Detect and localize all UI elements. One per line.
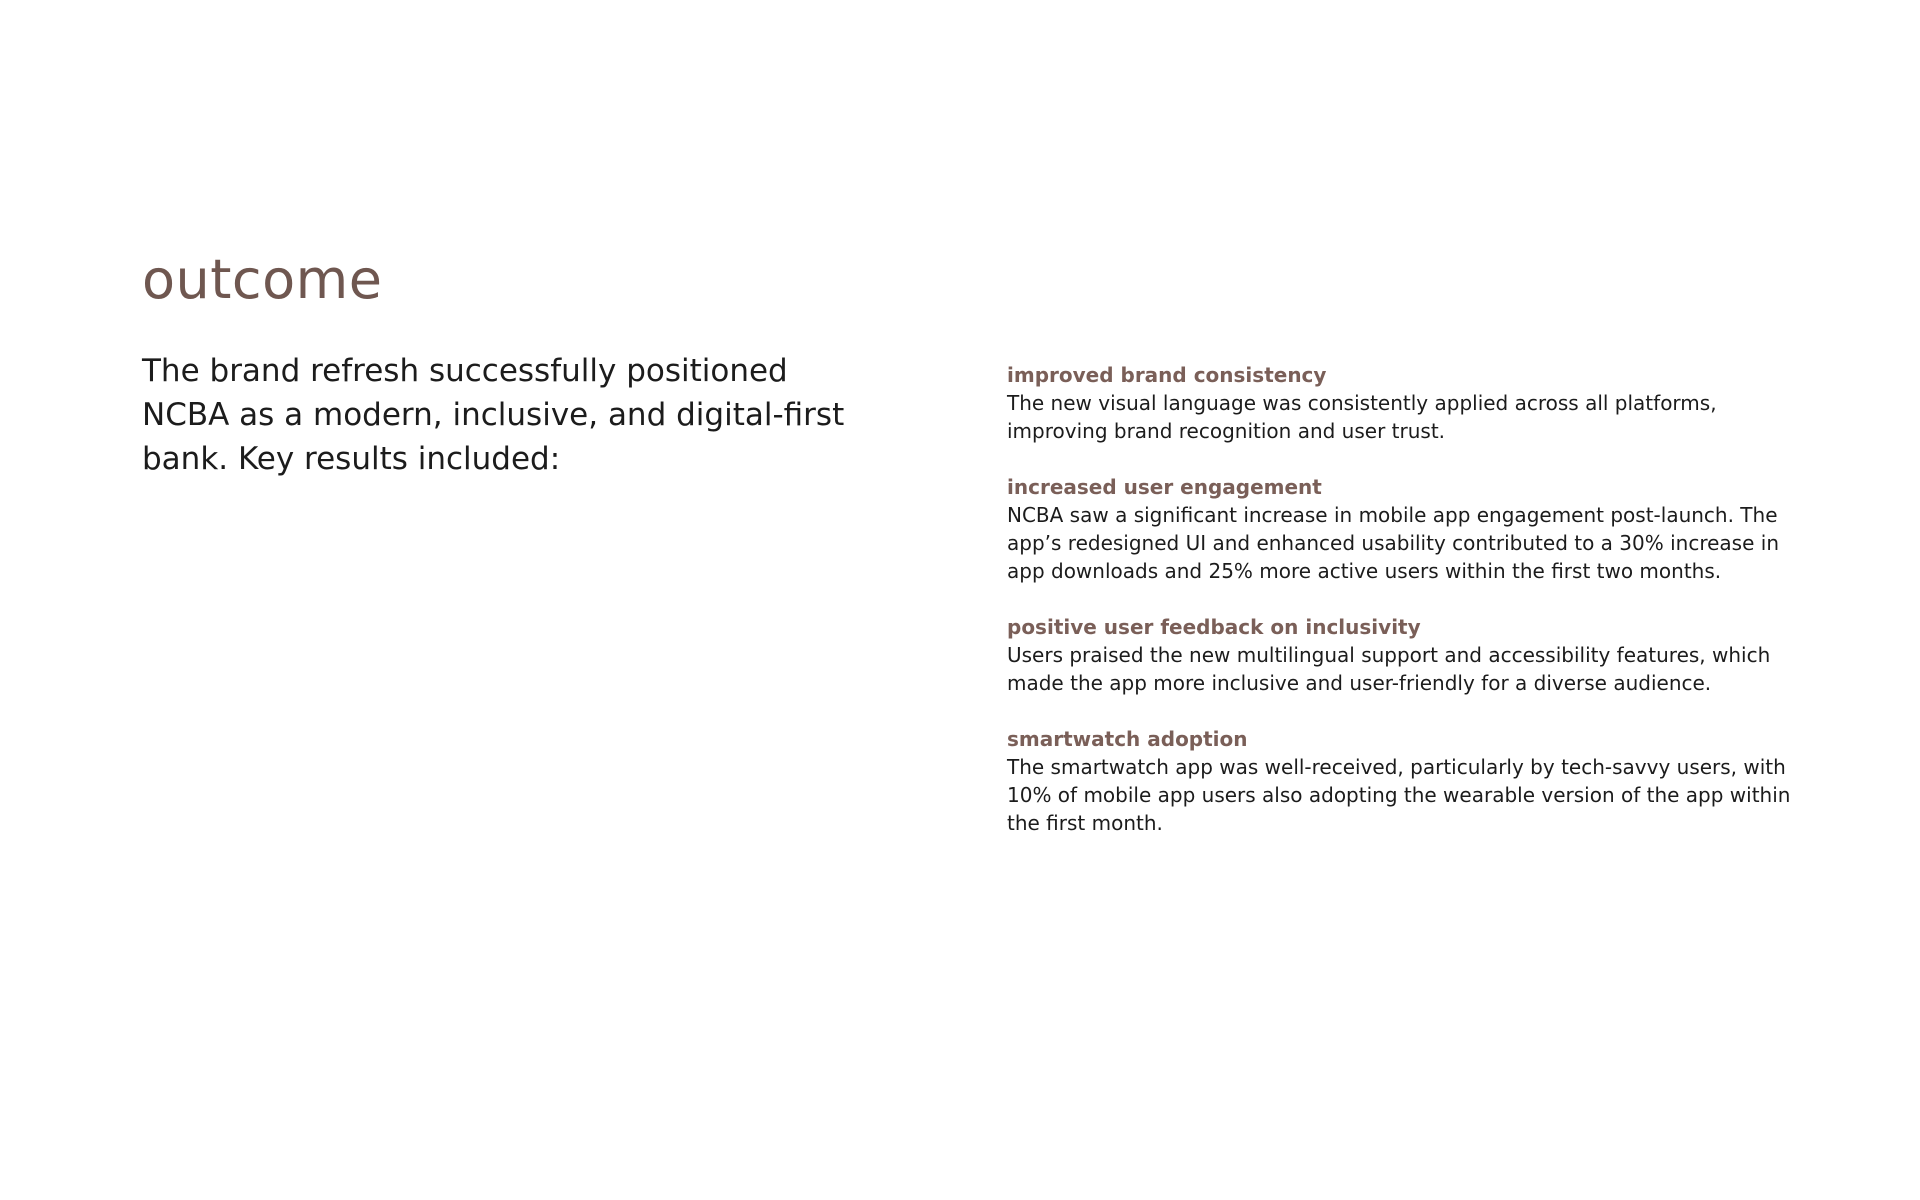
result-title: improved brand consistency: [1007, 363, 1327, 387]
results-list: [1007, 361, 1807, 865]
result-title: positive user feedback on inclusivity: [1007, 615, 1421, 639]
result-description: NCBA saw a significant increase in mobile app engagement post-launch. The app’s redesigned UI and enhanced usability contributed to a 30% increase in app downloads and 25% more active users within the first two months.: [1007, 503, 1779, 583]
page-title: outcome: [142, 248, 383, 311]
intro-paragraph: The brand refresh successfully positioned NCBA as a modern, inclusive, and digital-first bank. Key results included:: [142, 353, 845, 477]
result-item-user-engagement: [1007, 473, 1807, 585]
result-item-inclusivity-feedback: [1007, 613, 1807, 697]
result-item-brand-consistency: [1007, 361, 1807, 445]
result-description: Users praised the new multilingual support and accessibility features, which made the app more inclusive and user-friendly for a diverse audience.: [1007, 643, 1771, 695]
result-description: The smartwatch app was well-received, particularly by tech-savvy users, with 10% of mobile app users also adopting the wearable version of the app within the first month.: [1007, 755, 1791, 835]
result-description: The new visual language was consistently applied across all platforms, improving brand recognition and user trust.: [1007, 391, 1717, 443]
result-title: smartwatch adoption: [1007, 727, 1248, 751]
result-item-smartwatch-adoption: [1007, 725, 1807, 837]
result-title: increased user engagement: [1007, 475, 1322, 499]
